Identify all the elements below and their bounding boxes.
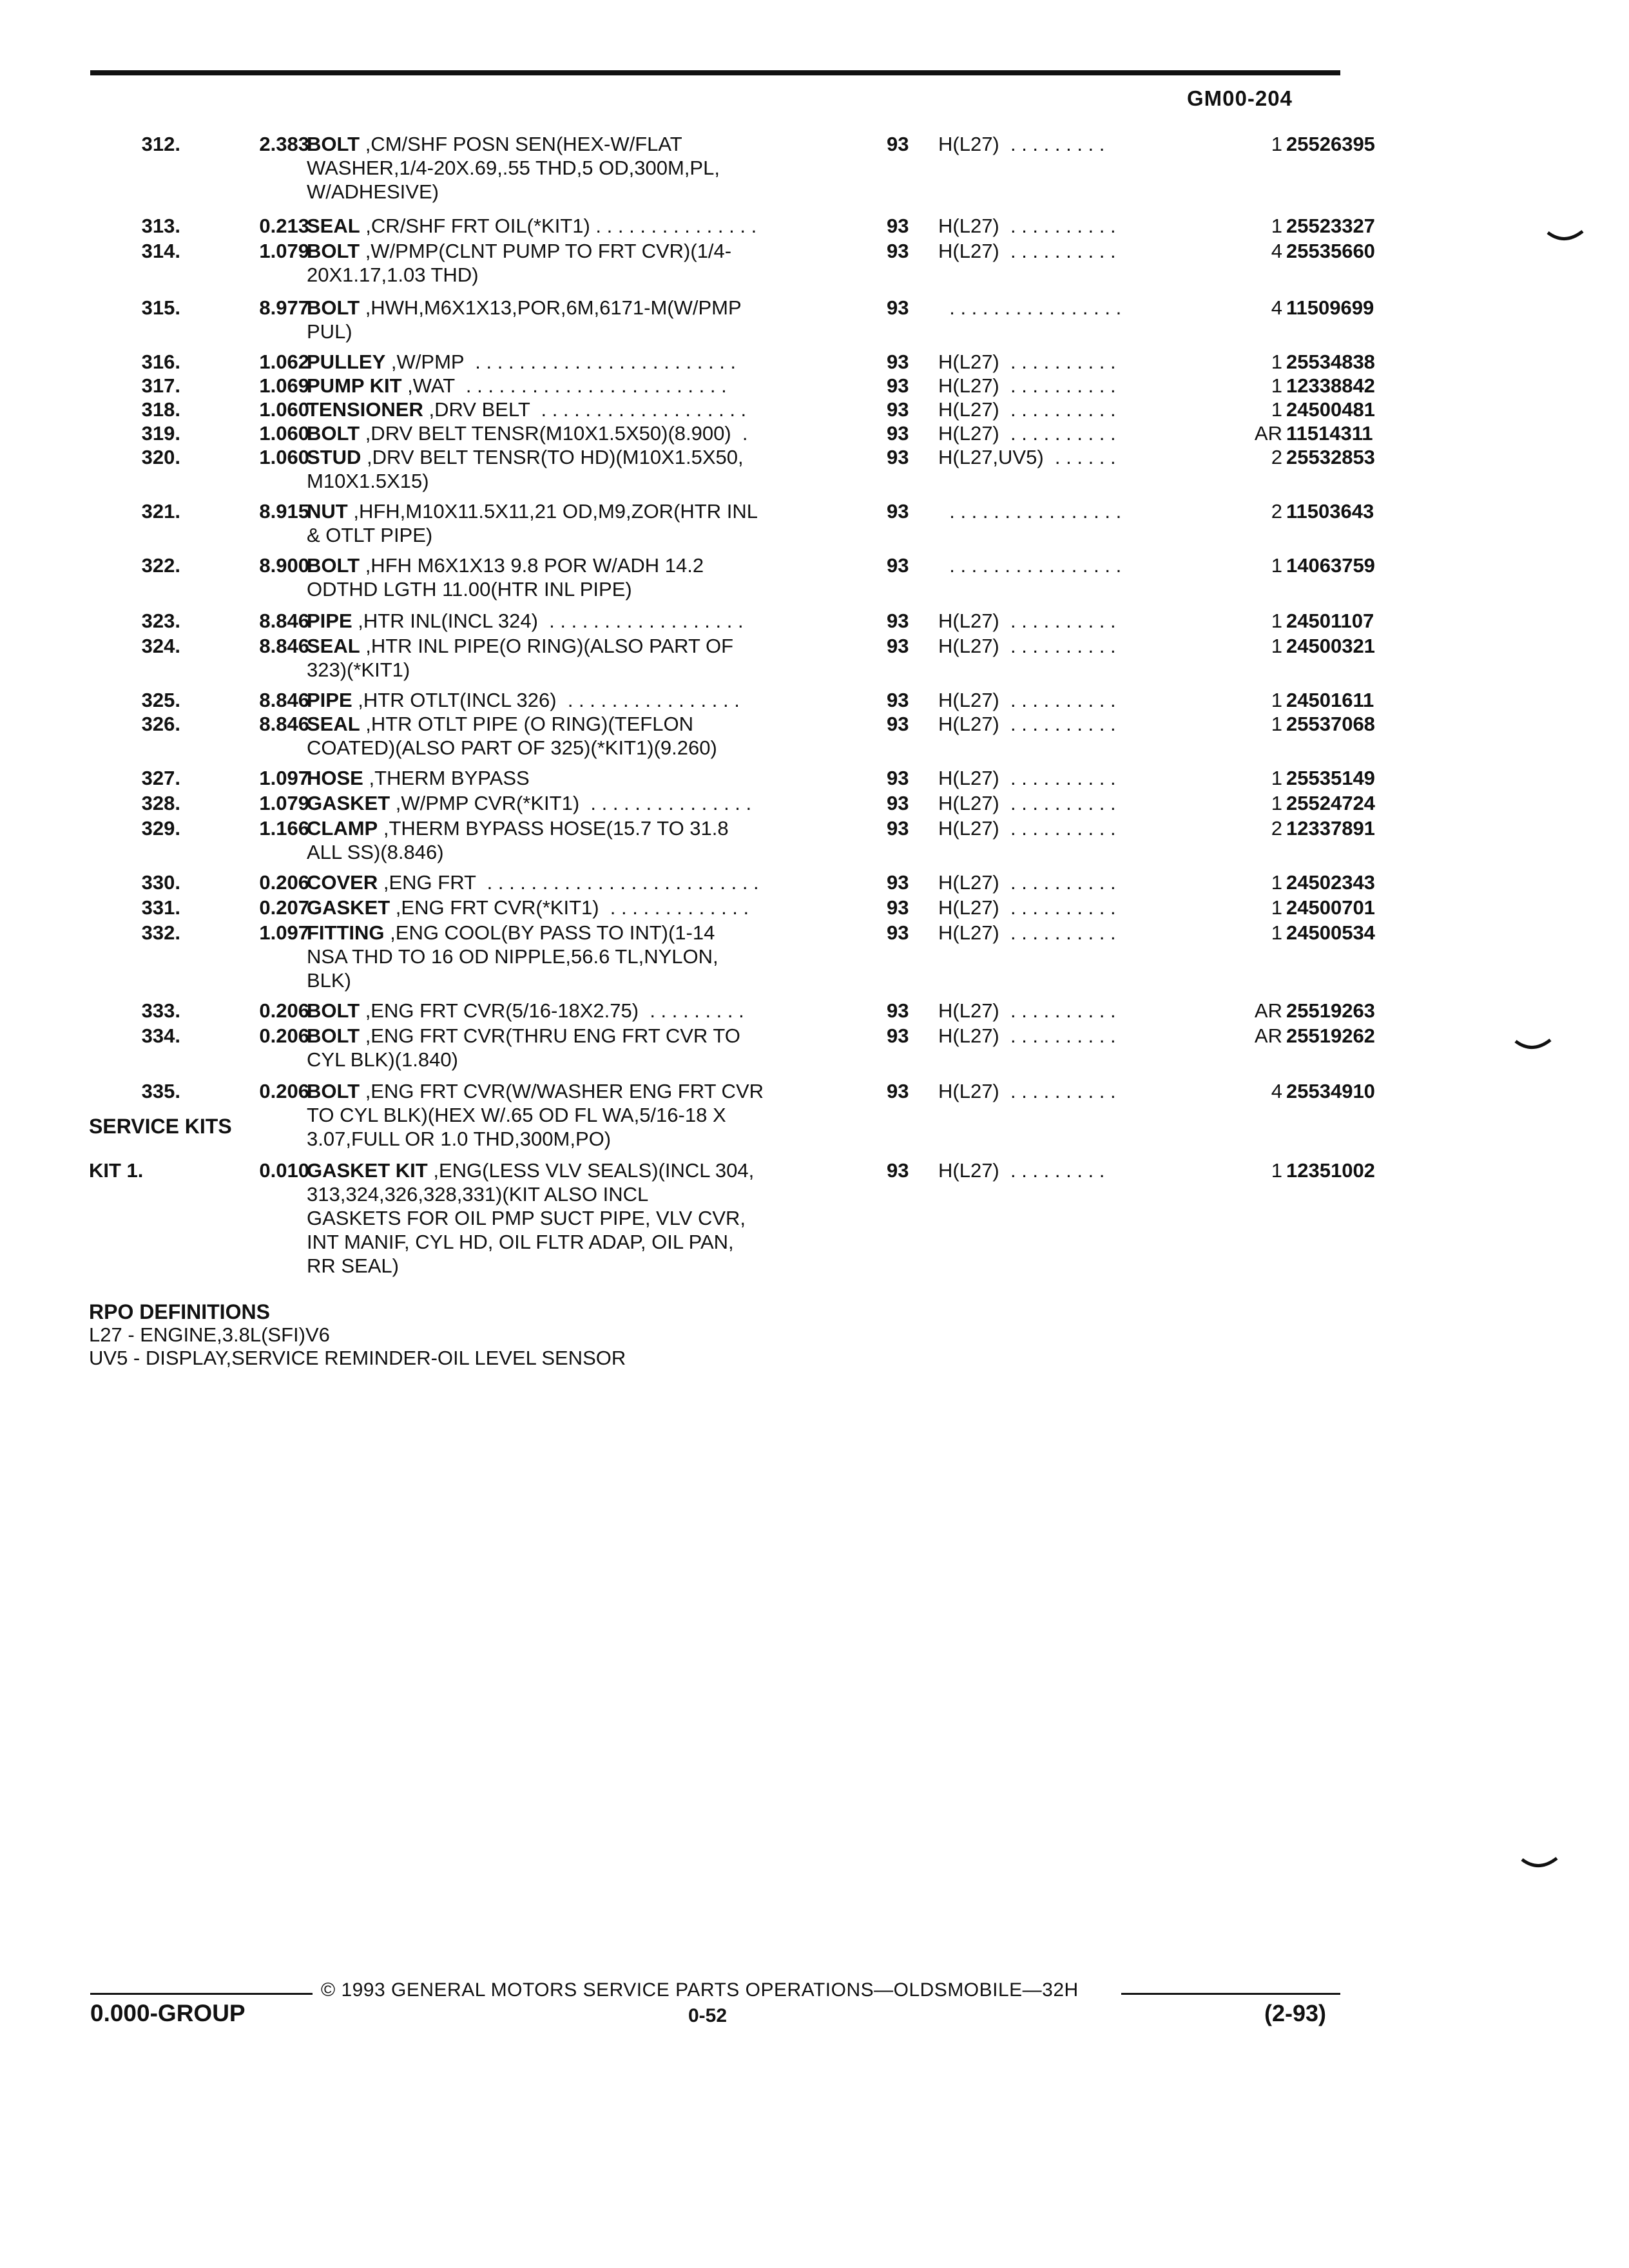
copyright-line: © 1993 GENERAL MOTORS SERVICE PARTS OPERATIONS—OLDSMOBILE—32H bbox=[321, 1979, 1079, 2001]
part-number: 11503643 bbox=[1286, 500, 1374, 523]
item-number: 314. bbox=[141, 240, 180, 262]
model-year: 93 bbox=[887, 767, 909, 789]
part-name: TENSIONER bbox=[307, 398, 423, 421]
part-desc-text: ,ENG FRT CVR(W/WASHER ENG FRT CVR TO CYL BLK)(HEX W/.65 OD FL WA,5/16-18 X 3.07,FULL OR 1.0 THD,300M,PO) bbox=[307, 1080, 764, 1150]
part-name: FITTING bbox=[307, 921, 385, 944]
kit-group-number: 0.010 bbox=[259, 1159, 309, 1182]
item-number: 313. bbox=[141, 215, 180, 237]
quantity: 1 bbox=[1271, 398, 1282, 421]
footer-rule-left bbox=[90, 1993, 313, 1995]
part-name: SEAL bbox=[307, 713, 360, 735]
part-name: BOLT bbox=[307, 133, 360, 155]
part-number: 25519263 bbox=[1286, 999, 1375, 1022]
group-number: 8.846 bbox=[259, 689, 309, 711]
item-number: 326. bbox=[141, 713, 180, 735]
item-number: 329. bbox=[141, 817, 180, 840]
doc-id: GM00-204 bbox=[1187, 86, 1293, 110]
quantity: 1 bbox=[1271, 871, 1282, 894]
part-row bbox=[84, 634, 1375, 682]
part-name: GASKET bbox=[307, 896, 390, 919]
usage-code: . . . . . . . . . . . . . . . . bbox=[938, 554, 1122, 577]
group-number: 1.062 bbox=[259, 351, 309, 373]
part-number: 25524724 bbox=[1286, 792, 1375, 814]
part-name: STUD bbox=[307, 446, 361, 468]
quantity: 1 bbox=[1271, 767, 1282, 789]
part-description bbox=[307, 921, 887, 992]
part-number: 25535660 bbox=[1286, 240, 1375, 262]
model-year: 93 bbox=[887, 374, 909, 397]
quantity: 1 bbox=[1271, 921, 1282, 944]
model-year: 93 bbox=[887, 398, 909, 421]
part-description bbox=[307, 350, 887, 374]
group-label: 0.000-GROUP bbox=[90, 2000, 246, 2026]
part-description bbox=[307, 688, 887, 712]
part-description bbox=[307, 214, 887, 238]
part-row bbox=[84, 870, 1375, 894]
part-number: 25526395 bbox=[1286, 133, 1375, 155]
part-name: BOLT bbox=[307, 999, 360, 1022]
usage-code: H(L27) . . . . . . . . . . bbox=[938, 767, 1116, 789]
usage-code: H(L27) . . . . . . . . . . bbox=[938, 817, 1116, 840]
kit-usage: H(L27) . . . . . . . . . bbox=[938, 1159, 1105, 1182]
part-number: 11514311 bbox=[1286, 422, 1373, 445]
part-name: PIPE bbox=[307, 610, 352, 632]
part-desc-text: ,THERM BYPASS HOSE(15.7 TO 31.8 ALL SS)(8.846) bbox=[307, 817, 729, 863]
part-description bbox=[307, 421, 887, 445]
part-name: NUT bbox=[307, 500, 348, 523]
group-number: 1.060 bbox=[259, 398, 309, 421]
part-number: 24500481 bbox=[1286, 398, 1375, 421]
usage-code: H(L27) . . . . . . . . . . bbox=[938, 689, 1116, 711]
usage-code: H(L27) . . . . . . . . . . bbox=[938, 351, 1116, 373]
part-number: 12338842 bbox=[1286, 374, 1375, 397]
model-year: 93 bbox=[887, 635, 909, 657]
usage-code: H(L27) . . . . . . . . . . bbox=[938, 374, 1116, 397]
kit-name: GASKET KIT bbox=[307, 1159, 428, 1182]
part-number: 24500534 bbox=[1286, 921, 1375, 944]
item-number: 315. bbox=[141, 296, 180, 319]
usage-code: H(L27) . . . . . . . . . . bbox=[938, 422, 1116, 445]
part-number: 11509699 bbox=[1286, 296, 1374, 319]
part-number: 24500321 bbox=[1286, 635, 1375, 657]
part-description bbox=[307, 766, 887, 790]
part-number: 25537068 bbox=[1286, 713, 1375, 735]
part-desc-text: ,DRV BELT TENSR(TO HD)(M10X1.5X50, M10X1.5X15) bbox=[307, 446, 744, 492]
part-desc-text: ,HFH,M10X11.5X11,21 OD,M9,ZOR(HTR INL & OTLT PIPE) bbox=[307, 500, 758, 546]
group-number: 1.097 bbox=[259, 767, 309, 789]
usage-code: H(L27) . . . . . . . . . . bbox=[938, 999, 1116, 1022]
quantity: 1 bbox=[1271, 133, 1282, 155]
part-row bbox=[84, 132, 1375, 204]
item-number: 322. bbox=[141, 554, 180, 577]
part-row bbox=[84, 1079, 1375, 1151]
group-number: 8.846 bbox=[259, 713, 309, 735]
part-name: BOLT bbox=[307, 554, 360, 577]
part-number: 24501107 bbox=[1286, 610, 1374, 632]
part-number: 25523327 bbox=[1286, 215, 1375, 237]
quantity: 4 bbox=[1271, 1080, 1282, 1102]
item-number: 319. bbox=[141, 422, 180, 445]
quantity: 1 bbox=[1271, 610, 1282, 632]
model-year: 93 bbox=[887, 133, 909, 155]
model-year: 93 bbox=[887, 1024, 909, 1047]
group-number: 1.069 bbox=[259, 374, 309, 397]
item-number: 334. bbox=[141, 1024, 180, 1047]
part-description bbox=[307, 609, 887, 633]
part-number: 12337891 bbox=[1286, 817, 1375, 840]
model-year: 93 bbox=[887, 296, 909, 319]
part-row bbox=[84, 421, 1373, 445]
part-row bbox=[84, 296, 1374, 343]
usage-code: H(L27) . . . . . . . . . . bbox=[938, 1080, 1116, 1102]
quantity: 1 bbox=[1271, 792, 1282, 814]
part-description bbox=[307, 398, 887, 421]
part-name: GASKET bbox=[307, 792, 390, 814]
part-name: PIPE bbox=[307, 689, 352, 711]
item-number: 316. bbox=[141, 351, 180, 373]
quantity: 2 bbox=[1271, 500, 1282, 523]
rpo-heading: RPO DEFINITIONS bbox=[89, 1300, 270, 1323]
model-year: 93 bbox=[887, 351, 909, 373]
part-description bbox=[307, 816, 887, 864]
quantity: 1 bbox=[1271, 689, 1282, 711]
part-desc-text: ,W/PMP(CLNT PUMP TO FRT CVR)(1/4- 20X1.17,1.03 THD) bbox=[307, 240, 732, 286]
kit-year: 93 bbox=[887, 1159, 909, 1182]
part-desc-text: ,ENG COOL(BY PASS TO INT)(1-14 NSA THD TO 16 OD NIPPLE,56.6 TL,NYLON, BLK) bbox=[307, 921, 718, 992]
model-year: 93 bbox=[887, 921, 909, 944]
group-number: 0.206 bbox=[259, 999, 309, 1022]
model-year: 93 bbox=[887, 871, 909, 894]
part-name: BOLT bbox=[307, 1024, 360, 1047]
group-number: 1.097 bbox=[259, 921, 309, 944]
part-number: 24501611 bbox=[1286, 689, 1374, 711]
model-year: 93 bbox=[887, 554, 909, 577]
item-number: 312. bbox=[141, 133, 180, 155]
part-description bbox=[307, 896, 887, 919]
group-number: 0.206 bbox=[259, 1024, 309, 1047]
part-description bbox=[307, 999, 887, 1023]
usage-code: H(L27) . . . . . . . . . . bbox=[938, 215, 1116, 237]
binder-tick-mark bbox=[1547, 229, 1585, 248]
part-number: 25535149 bbox=[1286, 767, 1375, 789]
part-name: BOLT bbox=[307, 240, 360, 262]
usage-code: H(L27) . . . . . . . . . . bbox=[938, 1024, 1116, 1047]
part-desc-text: ,HWH,M6X1X13,POR,6M,6171-M(W/PMP PUL) bbox=[307, 296, 742, 343]
part-row bbox=[84, 999, 1375, 1023]
model-year: 93 bbox=[887, 215, 909, 237]
item-number: 330. bbox=[141, 871, 180, 894]
model-year: 93 bbox=[887, 240, 909, 262]
part-desc-text: ,ENG FRT CVR(5/16-18X2.75) . . . . . . . . . bbox=[360, 999, 744, 1022]
usage-code: H(L27) . . . . . . . . . . bbox=[938, 240, 1116, 262]
usage-code: . . . . . . . . . . . . . . . . bbox=[938, 296, 1122, 319]
item-number: 332. bbox=[141, 921, 180, 944]
kit-desc-text: ,ENG(LESS VLV SEALS)(INCL 304, 313,324,326,328,331)(KIT ALSO INCL GASKETS FOR OIL PMP SUCT PIPE, VLV CVR, INT MANIF, CYL HD, OIL FLTR ADAP, OIL PAN, RR SEAL) bbox=[307, 1159, 755, 1277]
part-row bbox=[84, 445, 1375, 493]
usage-code: H(L27) . . . . . . . . . . bbox=[938, 713, 1116, 735]
item-number: 327. bbox=[141, 767, 180, 789]
quantity: AR bbox=[1254, 1024, 1282, 1047]
item-number: 331. bbox=[141, 896, 180, 919]
binder-tick-mark bbox=[1514, 1037, 1553, 1057]
part-row bbox=[84, 688, 1374, 712]
usage-code: H(L27,UV5) . . . . . . bbox=[938, 446, 1116, 468]
group-number: 8.900 bbox=[259, 554, 309, 577]
item-number: 320. bbox=[141, 446, 180, 468]
part-row bbox=[84, 398, 1375, 421]
part-number: 14063759 bbox=[1286, 554, 1375, 577]
model-year: 93 bbox=[887, 689, 909, 711]
part-row bbox=[84, 350, 1375, 374]
part-description bbox=[307, 791, 887, 815]
part-desc-text: ,HTR OTLT(INCL 326) . . . . . . . . . . . . . . . . bbox=[352, 689, 740, 711]
part-row bbox=[84, 791, 1375, 815]
quantity: 1 bbox=[1271, 374, 1282, 397]
part-description bbox=[307, 296, 887, 343]
group-number: 0.207 bbox=[259, 896, 309, 919]
model-year: 93 bbox=[887, 422, 909, 445]
part-name: BOLT bbox=[307, 296, 360, 319]
group-number: 8.846 bbox=[259, 610, 309, 632]
quantity: 4 bbox=[1271, 296, 1282, 319]
part-row bbox=[84, 214, 1375, 238]
group-number: 8.915 bbox=[259, 500, 309, 523]
group-number: 1.060 bbox=[259, 422, 309, 445]
group-number: 8.846 bbox=[259, 635, 309, 657]
item-number: 323. bbox=[141, 610, 180, 632]
part-description bbox=[307, 1024, 887, 1072]
part-number: 24502343 bbox=[1286, 871, 1375, 894]
kit-part-number: 12351002 bbox=[1286, 1159, 1375, 1182]
item-number: 333. bbox=[141, 999, 180, 1022]
part-desc-text: ,WAT . . . . . . . . . . . . . . . . . . . . . . . . bbox=[401, 374, 727, 397]
item-number: 324. bbox=[141, 635, 180, 657]
part-desc-text: ,ENG FRT CVR(THRU ENG FRT CVR TO CYL BLK)(1.840) bbox=[307, 1024, 740, 1071]
binder-tick-mark bbox=[1521, 1856, 1559, 1875]
part-row bbox=[84, 239, 1375, 287]
top-rule bbox=[90, 70, 1340, 75]
quantity: 4 bbox=[1271, 240, 1282, 262]
part-desc-text: ,HTR OTLT PIPE (O RING)(TEFLON COATED)(ALSO PART OF 325)(*KIT1)(9.260) bbox=[307, 713, 717, 759]
quantity: 1 bbox=[1271, 635, 1282, 657]
service-kits-heading: SERVICE KITS bbox=[89, 1115, 232, 1138]
part-description bbox=[307, 499, 887, 547]
part-number: 25519262 bbox=[1286, 1024, 1375, 1047]
page-number: 0-52 bbox=[688, 2005, 728, 2026]
part-desc-text: ,HTR INL PIPE(O RING)(ALSO PART OF 323)(*KIT1) bbox=[307, 635, 734, 681]
part-description bbox=[307, 553, 887, 601]
part-name: HOSE bbox=[307, 767, 363, 789]
part-row bbox=[84, 609, 1374, 633]
model-year: 93 bbox=[887, 713, 909, 735]
item-number: 321. bbox=[141, 500, 180, 523]
part-name: COVER bbox=[307, 871, 378, 894]
part-row bbox=[84, 499, 1374, 547]
group-number: 0.206 bbox=[259, 871, 309, 894]
model-year: 93 bbox=[887, 610, 909, 632]
part-description bbox=[307, 239, 887, 287]
kit-row bbox=[84, 1158, 1375, 1278]
usage-code: . . . . . . . . . . . . . . . . bbox=[938, 500, 1122, 523]
usage-code: H(L27) . . . . . . . . . . bbox=[938, 610, 1116, 632]
part-name: SEAL bbox=[307, 635, 360, 657]
item-number: 325. bbox=[141, 689, 180, 711]
group-number: 8.977 bbox=[259, 296, 309, 319]
group-number: 1.079 bbox=[259, 240, 309, 262]
part-description bbox=[307, 712, 887, 760]
part-desc-text: ,DRV BELT . . . . . . . . . . . . . . . . . . . bbox=[423, 398, 747, 421]
part-row bbox=[84, 553, 1375, 601]
quantity: 2 bbox=[1271, 446, 1282, 468]
part-desc-text: ,W/PMP . . . . . . . . . . . . . . . . . . . . . . . . bbox=[385, 351, 737, 373]
part-description bbox=[307, 445, 887, 493]
part-number: 25534838 bbox=[1286, 351, 1375, 373]
group-number: 2.383 bbox=[259, 133, 309, 155]
footer-rule-right bbox=[1121, 1993, 1340, 1995]
usage-code: H(L27) . . . . . . . . . bbox=[938, 133, 1105, 155]
quantity: 2 bbox=[1271, 817, 1282, 840]
parts-list bbox=[84, 132, 1375, 1151]
part-row bbox=[84, 816, 1375, 864]
part-description bbox=[307, 870, 887, 894]
kit-qty: 1 bbox=[1271, 1159, 1282, 1182]
model-year: 93 bbox=[887, 896, 909, 919]
part-desc-text: ,HFH M6X1X13 9.8 POR W/ADH 14.2 ODTHD LGTH 11.00(HTR INL PIPE) bbox=[307, 554, 704, 601]
usage-code: H(L27) . . . . . . . . . . bbox=[938, 896, 1116, 919]
group-number: 1.166 bbox=[259, 817, 309, 840]
kit-label: KIT 1. bbox=[89, 1159, 144, 1182]
rpo-line-l27: L27 - ENGINE,3.8L(SFI)V6 bbox=[89, 1323, 330, 1346]
part-desc-text: ,ENG FRT CVR(*KIT1) . . . . . . . . . . . . . bbox=[390, 896, 749, 919]
part-desc-text: ,CR/SHF FRT OIL(*KIT1) . . . . . . . . . . . . . . . bbox=[360, 215, 757, 237]
part-description bbox=[307, 1079, 887, 1151]
model-year: 93 bbox=[887, 500, 909, 523]
part-row bbox=[84, 896, 1375, 919]
group-number: 0.206 bbox=[259, 1080, 309, 1102]
part-row bbox=[84, 712, 1375, 760]
quantity: AR bbox=[1254, 422, 1282, 445]
part-description bbox=[307, 374, 887, 398]
part-name: SEAL bbox=[307, 215, 360, 237]
group-number: 0.213 bbox=[259, 215, 309, 237]
quantity: 1 bbox=[1271, 215, 1282, 237]
item-number: 328. bbox=[141, 792, 180, 814]
usage-code: H(L27) . . . . . . . . . . bbox=[938, 871, 1116, 894]
part-desc-text: ,HTR INL(INCL 324) . . . . . . . . . . . . . . . . . . bbox=[352, 610, 744, 632]
usage-code: H(L27) . . . . . . . . . . bbox=[938, 398, 1116, 421]
rpo-line-uv5: UV5 - DISPLAY,SERVICE REMINDER-OIL LEVEL SENSOR bbox=[89, 1347, 626, 1369]
usage-code: H(L27) . . . . . . . . . . bbox=[938, 635, 1116, 657]
kit-description bbox=[307, 1158, 887, 1278]
quantity: AR bbox=[1254, 999, 1282, 1022]
group-number: 1.060 bbox=[259, 446, 309, 468]
part-desc-text: ,THERM BYPASS bbox=[363, 767, 530, 789]
part-row bbox=[84, 766, 1375, 790]
part-description bbox=[307, 132, 887, 204]
part-desc-text: ,W/PMP CVR(*KIT1) . . . . . . . . . . . . . . . bbox=[390, 792, 752, 814]
part-row bbox=[84, 1024, 1375, 1072]
part-desc-text: ,DRV BELT TENSR(M10X1.5X50)(8.900) . bbox=[360, 422, 748, 445]
part-number: 25534910 bbox=[1286, 1080, 1375, 1102]
edition-date: (2-93) bbox=[1264, 2000, 1327, 2026]
usage-code: H(L27) . . . . . . . . . . bbox=[938, 921, 1116, 944]
part-name: CLAMP bbox=[307, 817, 378, 840]
part-name: PULLEY bbox=[307, 351, 386, 373]
part-row bbox=[84, 921, 1375, 992]
usage-code: H(L27) . . . . . . . . . . bbox=[938, 792, 1116, 814]
part-desc-text: ,ENG FRT . . . . . . . . . . . . . . . . . . . . . . . . . bbox=[378, 871, 759, 894]
model-year: 93 bbox=[887, 817, 909, 840]
quantity: 1 bbox=[1271, 554, 1282, 577]
part-name: PUMP KIT bbox=[307, 374, 402, 397]
quantity: 1 bbox=[1271, 896, 1282, 919]
part-row bbox=[84, 374, 1375, 398]
part-name: BOLT bbox=[307, 1080, 360, 1102]
group-number: 1.079 bbox=[259, 792, 309, 814]
model-year: 93 bbox=[887, 999, 909, 1022]
item-number: 318. bbox=[141, 398, 180, 421]
part-name: BOLT bbox=[307, 422, 360, 445]
item-number: 317. bbox=[141, 374, 180, 397]
part-desc-text: ,CM/SHF POSN SEN(HEX-W/FLAT WASHER,1/4-20X.69,.55 THD,5 OD,300M,PL, W/ADHESIVE) bbox=[307, 133, 720, 203]
part-description bbox=[307, 634, 887, 682]
part-number: 24500701 bbox=[1286, 896, 1375, 919]
quantity: 1 bbox=[1271, 351, 1282, 373]
item-number: 335. bbox=[141, 1080, 180, 1102]
part-number: 25532853 bbox=[1286, 446, 1375, 468]
quantity: 1 bbox=[1271, 713, 1282, 735]
model-year: 93 bbox=[887, 446, 909, 468]
model-year: 93 bbox=[887, 792, 909, 814]
model-year: 93 bbox=[887, 1080, 909, 1102]
